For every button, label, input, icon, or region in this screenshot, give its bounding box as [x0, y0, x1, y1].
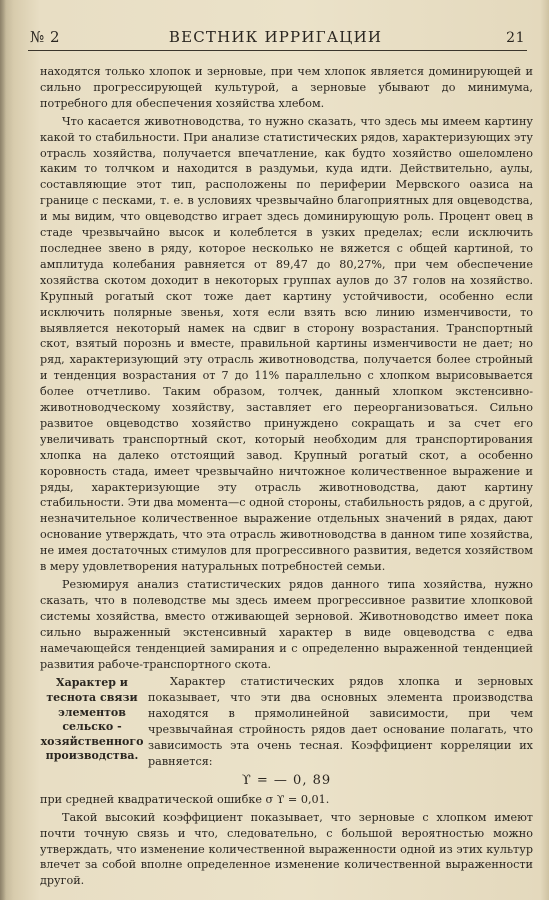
article-body — [40, 64, 533, 891]
paragraph-3: Резюмируя анализ статистических рядов данного типа хозяйства, нужно сказать, что в полеводстве мы здесь имеем прогрессивное развитие хлопковой системы хозяйства, вместо отживающей зерновой. Животноводство имеет пока сильно выраженный экстенсивный характер в виде овцеводства с едва намечающейся тенденцией замирания и с определенно выраженной тенденцией развития рабоче-транспортного скота. — [40, 578, 533, 671]
binding-shadow — [0, 0, 6, 900]
paragraph-2: Что касается животноводства, то нужно сказать, что здесь мы имеем картину какой то стабильности. При анализе статистических рядов, характеризующих эту отрасль хозяйства, получается впечатление, как будто хозяйство ошеломлено каким то толчком и находится в раздумьи, куда идти. Действительно, аулы, составляющие этот тип, расположены по периферии Мервского оазиса на границе с песками, т. е. в условиях чрезвычайно благоприятных для овцеводства, и мы видим, что овцеводство играет здесь доминирующую роль. Процент овец в стаде чрезвычайно высок и колеблется в узких пределах; если исключить последнее звено в ряду, которое несколько не вяжется с общей картиной, то амплитуда колебания равняется от 89,47 до 80,27%, при чем обеспечение хозяйства скотом доходит в некоторых группах аулов до 37 голов на хозяйство. Крупный рогатый скот тоже дает картину устойчивости, особенно если исключить полярные звенья, хотя если взять всю линию изменчивости, то выявляется некоторый намек на сдвиг в сторону возрастания. Транспортный скот, взятый порознь и вместе, правильной картины изменчивости не дает; но ряд, характеризующий эту отрасль животноводства, получается более стройный и тенденция возрастания от 7 до 11% параллельно с хлопком вырисовывается более отчетливо. Таким образом, толчек, данный хлопком экстенсивно-животноводческому хозяйству, заставляет его переорганизоваться. Сильно развитое овцеводство хозяйство принуждено сокращать и за счет его увеличивать транспортный скот, который необходим для транспортирования хлопка на далеко отстоящий завод. Крупный рогатый скот, а особенно коровность стада, имеет чрезвычайно ничтожное количественное выражение и ряды, характеризующие эту отрасль животноводства, дают картину стабильности. Эти два момента—с одной стороны, стабильность рядов, а с другой, незначительное количественное выражение отдельных значений в рядах, дают основание утверждать, что эта отрасль животноводства в данном типе хозяйства, не имея достаточных стимулов для прогрессивного развития, ведется хозяйством в меру удовлетворения натуральных потребностей семьи. — [40, 114, 533, 574]
error-line: при средней квадратической ошибке σ ϒ = 0,01. — [40, 792, 330, 806]
paragraph-1: находятся только хлопок и зерновые, при чем хлопок является доминирующей и сильно прогрессирующей культурой, а зерновые убывают до минимума, потребного для обеспечения хозяйства хлебом. — [40, 65, 533, 110]
running-header — [22, 28, 529, 48]
side-heading-block — [40, 674, 533, 769]
journal-title: ВЕСТНИК ИРРИГАЦИИ — [168, 28, 383, 46]
header-rule — [28, 50, 527, 51]
correlation-formula: ϒ = — 0, 89 — [241, 772, 332, 788]
paragraph-5: Такой высокий коэффициент показывает, что зерновые с хлопком имеют почти точную связь и что, следовательно, с большой вероятностью можно утверждать, что изменение количественной выраженности одной из этих культур влечет за собой вполне определенное изменение количественной выраженности другой. — [40, 810, 533, 888]
paragraph-4: Характер статистических рядов хлопка и зерновых показывает, что эти два основных элемента производства находятся в прямолинейной зависимости, при чем чрезвычайная стройность рядов дает основание полагать, что зависимость эта очень тесная. Коэффициент корреляции их равняется: — [148, 675, 533, 768]
page-number: 21 — [506, 30, 525, 46]
side-heading: Характер и теснота связи элементов сельско - хозяйственного производства. — [40, 676, 144, 763]
issue-number: № 2 — [30, 28, 61, 46]
